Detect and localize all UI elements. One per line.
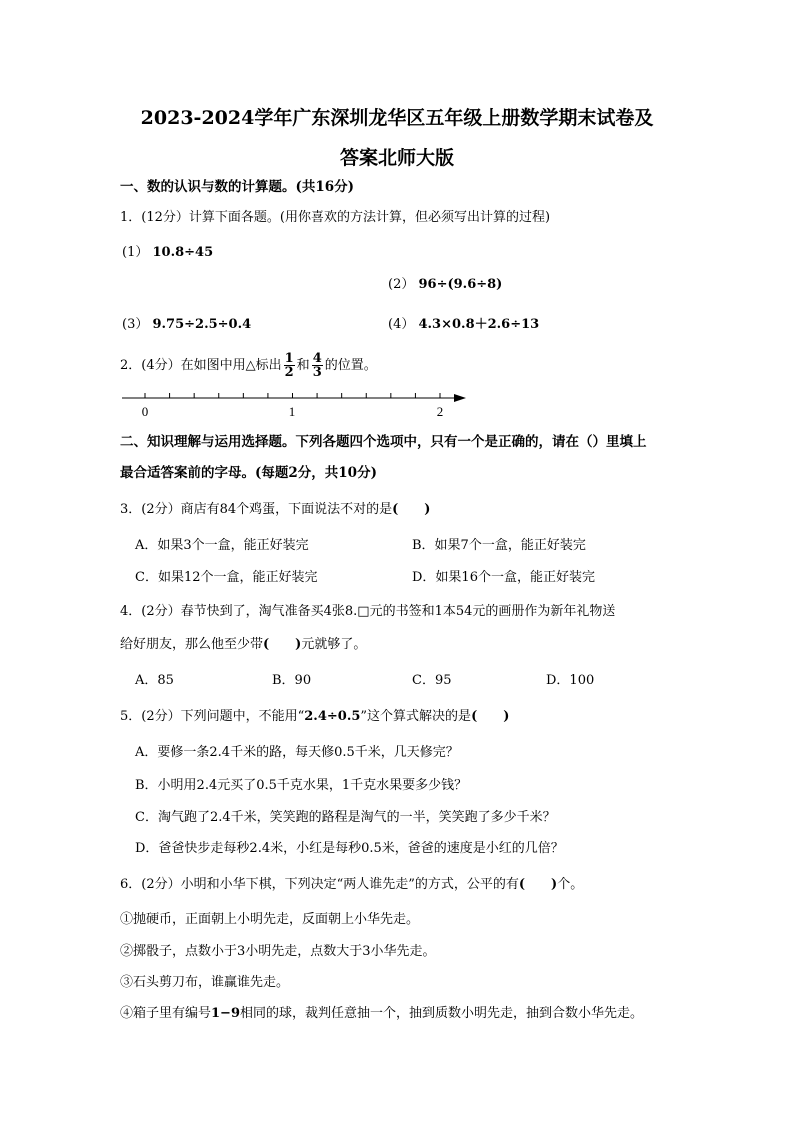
q6-item-2: ②掷骰子，点数小于3小明先走，点数大于3小华先走。 (120, 944, 436, 959)
q5-option-c: C．淘气跑了2.4千米，笑笑跑的路程是淘气的一半，笑笑跑了多少千米？ (135, 810, 556, 825)
q5-option-a: A．要修一条2.4千米的路，每天修0.5千米，几天修完？ (135, 745, 459, 760)
title-line-2: 答案北师大版 (339, 147, 454, 169)
q4-line-1: 4．(2分）春节快到了，淘气准备买4张8.□元的书签和1本54元的画册作为新年礼物送 (120, 604, 616, 619)
q6-stem: 6．(2分）小明和小华下棋，下列决定“两人谁先走”的方式，公平的有( )个。 (120, 877, 584, 892)
arrow-head-icon (454, 394, 466, 402)
q4-line-2: 给好朋友，那么他至少带( )元就够了。 (120, 637, 367, 652)
axis-label-2: 2 (436, 404, 444, 419)
q5-option-b: B．小明用2.4元买了0.5千克水果，1千克水果要多少钱？ (135, 778, 468, 793)
section-2-heading-line-2: 最合适答案前的字母。(每题2分，共10分) (120, 465, 377, 481)
section-1-heading: 一、数的认识与数的计算题。(共16分) (120, 179, 355, 195)
q3-stem: 3．(2分）商店有84个鸡蛋，下面说法不对的是( ) (120, 502, 431, 517)
q3-option-b: B．如果7个一盒，能正好装完 (412, 538, 586, 553)
q1-stem: 1．(12分）计算下面各题。(用你喜欢的方法计算，但必须写出计算的过程) (120, 210, 551, 225)
q3-option-a: A．如果3个一盒，能正好装完 (135, 538, 309, 553)
title-line-1: 2023-2024学年广东深圳龙华区五年级上册数学期末试卷及 (140, 107, 654, 129)
q4-option-d: D．100 (546, 673, 595, 688)
axis-label-1: 1 (288, 404, 296, 419)
q5-stem: 5．(2分）下列问题中，不能用“2.4÷0.5”这个算式解决的是( ) (120, 709, 510, 724)
axis-label-0: 0 (141, 404, 149, 419)
q3-option-d: D．如果16个一盒，能正好装完 (412, 570, 595, 585)
q4-option-c: C．95 (412, 673, 452, 688)
fraction-four-thirds: $\frac{4}{3}$ (312, 351, 322, 380)
q2-stem: 2．(4分）在如图中用△标出 $\frac{1}{2}$ 和 $\frac{4}{3}$ 的位置。 (120, 351, 377, 380)
q1-item-2: (2） 96÷(9.6÷8) (388, 277, 503, 292)
q1-item-1: (1） 10.8÷45 (122, 245, 214, 260)
q1-item-4: (4） 4.3×0.8＋2.6÷13 (388, 317, 540, 332)
q6-item-4: ④箱子里有编号1−9相同的球，裁判任意抽一个，抽到质数小明先走，抽到合数小华先走。 (120, 1006, 644, 1021)
q4-option-a: A．85 (135, 673, 174, 688)
fraction-one-half: $\frac{1}{2}$ (284, 351, 294, 380)
q5-option-d: D．爸爸快步走每秒2.4米，小红是每秒0.5米，爸爸的速度是小红的几倍？ (135, 841, 564, 856)
q4-option-b: B．90 (272, 673, 312, 688)
q3-option-c: C．如果12个一盒，能正好装完 (135, 570, 318, 585)
number-line (118, 388, 478, 422)
q6-item-3: ③石头剪刀布，谁赢谁先走。 (120, 975, 290, 990)
q6-item-1: ①抛硬币，正面朝上小明先走，反面朝上小华先走。 (120, 912, 420, 927)
section-2-heading-line-1: 二、知识理解与运用选择题。下列各题四个选项中，只有一个是正确的，请在（）里填上 (120, 434, 647, 450)
q1-item-3: (3） 9.75÷2.5÷0.4 (122, 317, 252, 332)
